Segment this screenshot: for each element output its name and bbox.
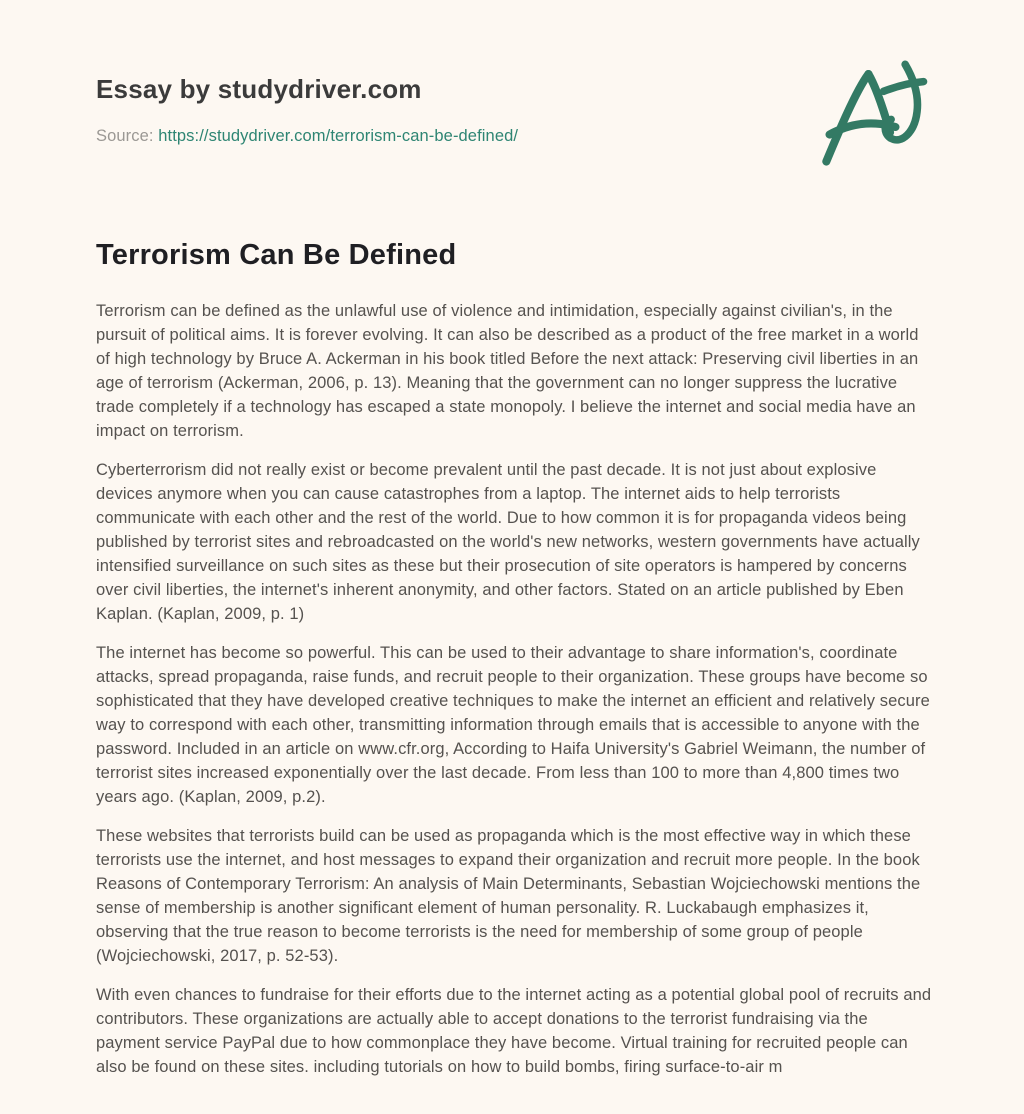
document-header-title: Essay by studydriver.com bbox=[96, 74, 422, 104]
essay-paragraph: These websites that terrorists build can be used as propaganda which is the most effective way in which these terrorists use the internet, and host messages to expand their organization and recruit more people. In the book Reasons of Contemporary Terrorism: An analysis of Main Determinants, Sebastian Wojciechowski mentions the sense of membership is another significant element of human personality. R. Luckabaugh emphasizes it, observing that the true reason to become terrorists is the need for membership of some group of people (Wojciechowski, 2017, p. 52-53). bbox=[96, 827, 921, 965]
article-title: Terrorism Can Be Defined bbox=[96, 239, 457, 271]
essay-paragraph: Cyberterrorism did not really exist or become prevalent until the past decade. It is not just about explosive devices anymore when you can cause catastrophes from a laptop. The internet aids to help terrorists communicate with each other and the rest of the world. Due to how common it is for propaganda videos being published by terrorist sites and rebroadcasted on the world's new networks, western governments have actually intensified surveillance on such sites as these but their prosecution of site operators is hampered by concerns over civil liberties, the internet's inherent anonymity, and other factors. Stated on an article published by Eben Kaplan. (Kaplan, 2009, p. 1) bbox=[96, 461, 920, 623]
essay-paragraph: The internet has become so powerful. This can be used to their advantage to share information's, coordinate attacks, spread propaganda, raise funds, and recruit people to their organization. These groups have become so sophisticated that they have developed creative techniques to make the internet an efficient and relatively secure way to correspond with each other, transmitting information through emails that is accessible to anyone with the password. Included in an article on www.cfr.org, According to Haifa University's Gabriel Weimann, the number of terrorist sites increased exponentially over the last decade. From less than 100 to more than 4,800 times two years ago. (Kaplan, 2009, p.2). bbox=[96, 644, 930, 806]
source-label: Source: bbox=[96, 127, 154, 145]
source-url-link[interactable]: https://studydriver.com/terrorism-can-be-defined/ bbox=[158, 127, 519, 145]
essay-paragraph: Terrorism can be defined as the unlawful use of violence and intimidation, especially against civilian's, in the pursuit of political aims. It is forever evolving. It can also be described as a product of the free market in a world of high technology by Bruce A. Ackerman in his book titled Before the next attack: Preserving civil liberties in an age of terrorism (Ackerman, 2006, p. 13). Meaning that the government can no longer suppress the lucrative trade completely if a technology has escaped a state monopoly. I believe the internet and social media have an impact on terrorism. bbox=[96, 302, 919, 440]
essay-paragraph: With even chances to fundraise for their efforts due to the internet acting as a potential global pool of recruits and contributors. These organizations are actually able to accept donations to the terrorist fundraising via the payment service PayPal due to how commonplace they have become. Virtual training for recruited people can also be found on these sites. including tutorials on how to build bombs, firing surface-to-air m bbox=[96, 986, 932, 1076]
source-line bbox=[96, 127, 934, 146]
essay-body bbox=[96, 299, 934, 1079]
